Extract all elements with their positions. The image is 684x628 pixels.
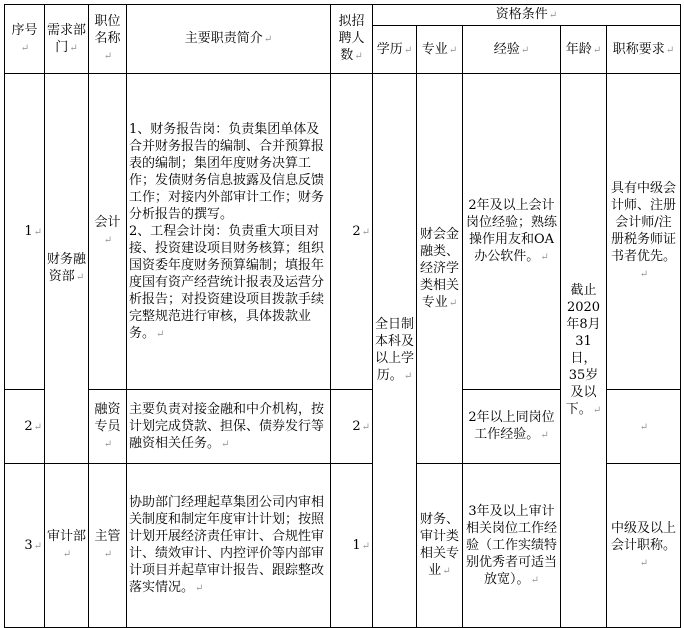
row-seq: 1↵ bbox=[5, 74, 45, 390]
row-headcount: 1↵ bbox=[331, 464, 373, 628]
shared-education: 全日制本科及以上学历。↵ bbox=[373, 74, 417, 628]
row-dept: 审计部↵ bbox=[45, 464, 89, 628]
row-position: 主管↵ bbox=[89, 464, 127, 628]
row-seq: 2↵ bbox=[5, 390, 45, 464]
header-education: 学历↵ bbox=[373, 26, 417, 74]
header-qualifications: 资格条件↵ bbox=[373, 5, 681, 26]
shared-age: 截止2020年8月31日，35岁及以下。↵ bbox=[561, 74, 607, 628]
table-row bbox=[5, 74, 681, 390]
row-major: 财会金融类、经济学类相关专业↵ bbox=[417, 74, 463, 464]
header-position: 职位名称↵ bbox=[89, 5, 127, 74]
header-headcount: 拟招聘人数↵ bbox=[331, 5, 373, 74]
row-position: 融资专员↵ bbox=[89, 390, 127, 464]
row-duties: 主要负责对接金融和中介机构，按计划完成贷款、担保、债券发行等融资相关任务。↵ bbox=[127, 390, 331, 464]
row-dept: 财务融资部↵ bbox=[45, 74, 89, 464]
header-dept: 需求部门↵ bbox=[45, 5, 89, 74]
row-title-req-empty: ↵ bbox=[607, 390, 681, 464]
row-duties: 1、财务报告岗：负责集团单体及合并财务报告的编制、合并预算报表的编制；集团年度财务决算工作；发债财务信息披露及信息反馈工作；对接内外部审计工作；财务分析报告的撰写。 2、工程会计岗：负责重大项目对接、投资建设项目财务核算；组织国资委年度财务预算编制；填报年度国有资产经营统计报表及运营分析报告；对投资建设项目拨款手续完整规范进行审核，具体拨款业务。↵ bbox=[127, 74, 331, 390]
row-experience: 2年以上同岗位工作经验。↵ bbox=[463, 390, 561, 464]
recruitment-table bbox=[4, 4, 681, 628]
header-title-req: 职称要求↵ bbox=[607, 26, 681, 74]
row-title-req: 具有中级会计师、注册会计师/注册税务师证书者优先。↵ bbox=[607, 74, 681, 390]
row-experience: 2年及以上会计岗位经验；熟练操作用友和OA办公软件。↵ bbox=[463, 74, 561, 390]
row-duties: 协助部门经理起草集团公司内审相关制度和制定年度审计计划；按照计划开展经济责任审计、合规性审计、绩效审计、内控评价等内部审计项目并起草审计报告、跟踪整改落实情况。↵ bbox=[127, 464, 331, 628]
row-headcount: 2↵ bbox=[331, 74, 373, 390]
row-major: 财务、审计类相关专业↵ bbox=[417, 464, 463, 628]
header-experience: 经验↵ bbox=[463, 26, 561, 74]
header-duties: 主要职责简介↵ bbox=[127, 5, 331, 74]
row-title-req: 中级及以上会计职称。↵ bbox=[607, 464, 681, 628]
row-position: 会计↵ bbox=[89, 74, 127, 390]
row-experience: 3年及以上审计相关岗位工作经验（工作实绩特别优秀者可适当放宽）。↵ bbox=[463, 464, 561, 628]
header-age: 年龄↵ bbox=[561, 26, 607, 74]
row-seq: 3↵ bbox=[5, 464, 45, 628]
row-headcount: 2↵ bbox=[331, 390, 373, 464]
header-seq: 序号↵ bbox=[5, 5, 45, 74]
header-major: 专业↵ bbox=[417, 26, 463, 74]
